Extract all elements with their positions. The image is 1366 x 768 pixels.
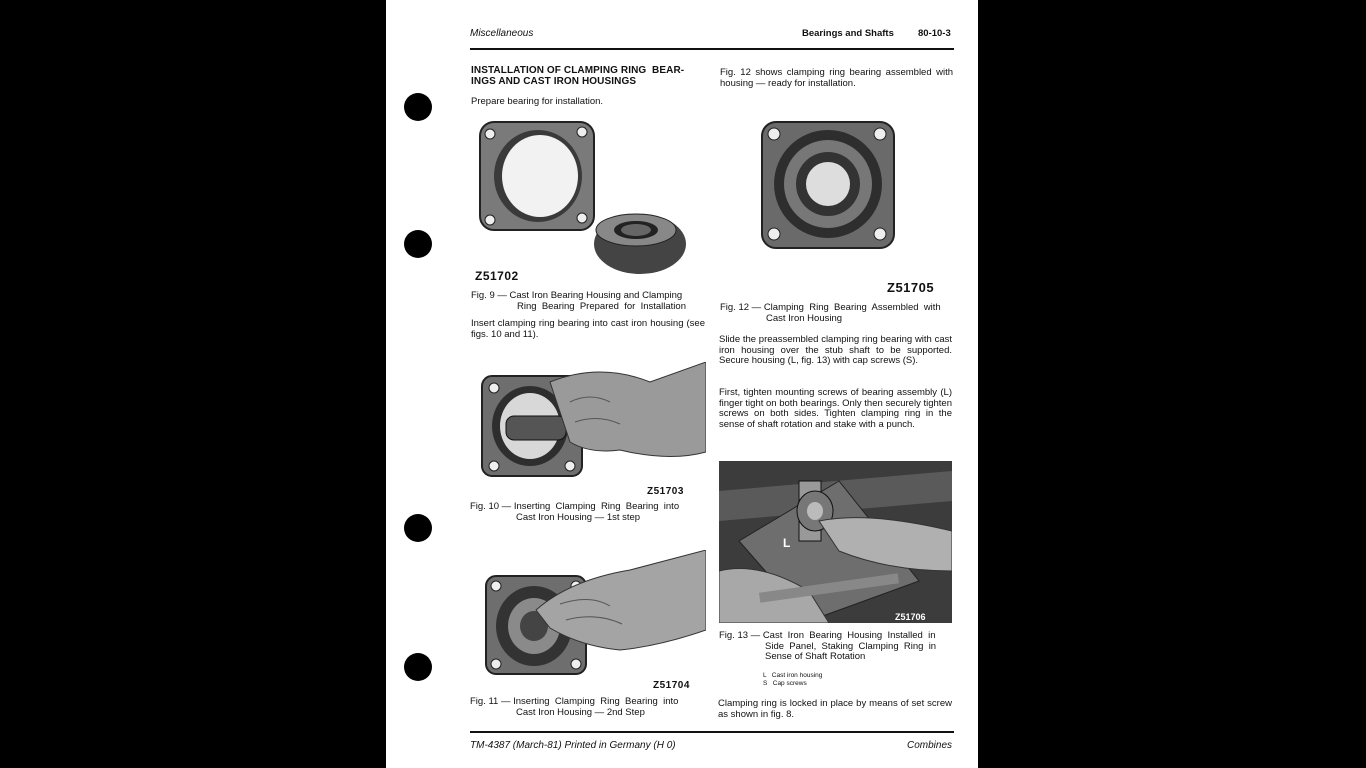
fig10-caption-line1: Fig. 10 — Inserting Clamping Ring Bearing into [470, 501, 680, 512]
fig11-caption-line1: Fig. 11 — Inserting Clamping Ring Bearing into [470, 696, 679, 707]
fig9-caption-line2: Ring Bearing Prepared for Installation [517, 300, 686, 312]
fig10-caption-line2: Cast Iron Housing — 1st step [516, 511, 641, 523]
fig12-caption-line1: Fig. 12 — Clamping Ring Bearing Assembled with [720, 302, 941, 313]
fig13-caption-line2: Side Panel, Staking Clamping Ring in [765, 640, 937, 652]
footer-rule [470, 731, 954, 733]
punch-hole [404, 230, 432, 258]
fig13-caption-line1: Fig. 13 — Cast Iron Bearing Housing Installed in [719, 630, 936, 641]
punch-hole [404, 514, 432, 542]
footer-left: TM-4387 (March-81) Printed in Germany (H 0) [470, 740, 676, 751]
section-title-line2: INGS AND CAST IRON HOUSINGS [471, 76, 637, 87]
section-title-line1: INSTALLATION OF CLAMPING RING BEAR- [471, 65, 685, 76]
punch-hole [404, 93, 432, 121]
fig12-caption-line2: Cast Iron Housing [766, 312, 843, 324]
fig10-code: Z51703 [647, 486, 684, 497]
punch-hole [404, 653, 432, 681]
fig11-code: Z51704 [653, 680, 690, 691]
section-title [471, 65, 706, 87]
fig9-photo [476, 118, 686, 278]
closing-paragraph: Clamping ring is locked in place by means of set screw as shown in fig. 8. [718, 698, 952, 720]
slide-paragraph: Slide the preassembled clamping ring bearing with cast iron housing over the stub shaft to be supported. Secure housing (L, fig. 13) with cap screws (S). [719, 334, 952, 366]
manual-page [386, 0, 978, 768]
fig12-code: Z51705 [887, 280, 935, 295]
footer-right: Combines [907, 740, 953, 751]
tighten-paragraph: First, tighten mounting screws of bearing assembly (L) finger tight on both bearings. Only then securely tighten screws on both sides. Tighten clamping ring in the sense of shaft rotation and stake with a punch. [719, 387, 952, 430]
fig13-photo-label: L [783, 536, 791, 550]
fig9-caption-line1: Fig. 9 — Cast Iron Bearing Housing and Clamping [471, 290, 683, 301]
intro-text: Prepare bearing for installation. [471, 96, 604, 107]
fig9-caption [471, 291, 705, 312]
insert-paragraph: Insert clamping ring bearing into cast iron housing (see figs. 10 and 11). [471, 318, 705, 340]
header-section: Miscellaneous [470, 28, 534, 39]
fig10-caption [470, 502, 704, 523]
fig13-legend [763, 672, 822, 687]
fig13-caption-line3: Sense of Shaft Rotation [765, 651, 866, 662]
fig12-caption [720, 303, 953, 324]
fig13-photo [719, 461, 952, 623]
legend-item-S: S Cap screws [763, 679, 807, 687]
fig11-photo [480, 550, 706, 678]
fig11-caption [470, 697, 704, 718]
header-rule [470, 48, 954, 50]
fig9-code: Z51702 [475, 269, 519, 283]
legend-item-L: L Cast iron housing [763, 672, 823, 679]
header-topic: Bearings and Shafts [802, 28, 894, 39]
fig13-caption [719, 631, 952, 663]
fig12-intro: Fig. 12 shows clamping ring bearing assembled with housing — ready for installation. [720, 67, 953, 89]
header-page-number: 80-10-3 [918, 28, 951, 39]
fig13-code: Z51706 [895, 612, 926, 622]
fig11-caption-line2: Cast Iron Housing — 2nd Step [516, 706, 645, 718]
fig10-photo [480, 362, 706, 482]
fig12-photo [758, 118, 908, 256]
